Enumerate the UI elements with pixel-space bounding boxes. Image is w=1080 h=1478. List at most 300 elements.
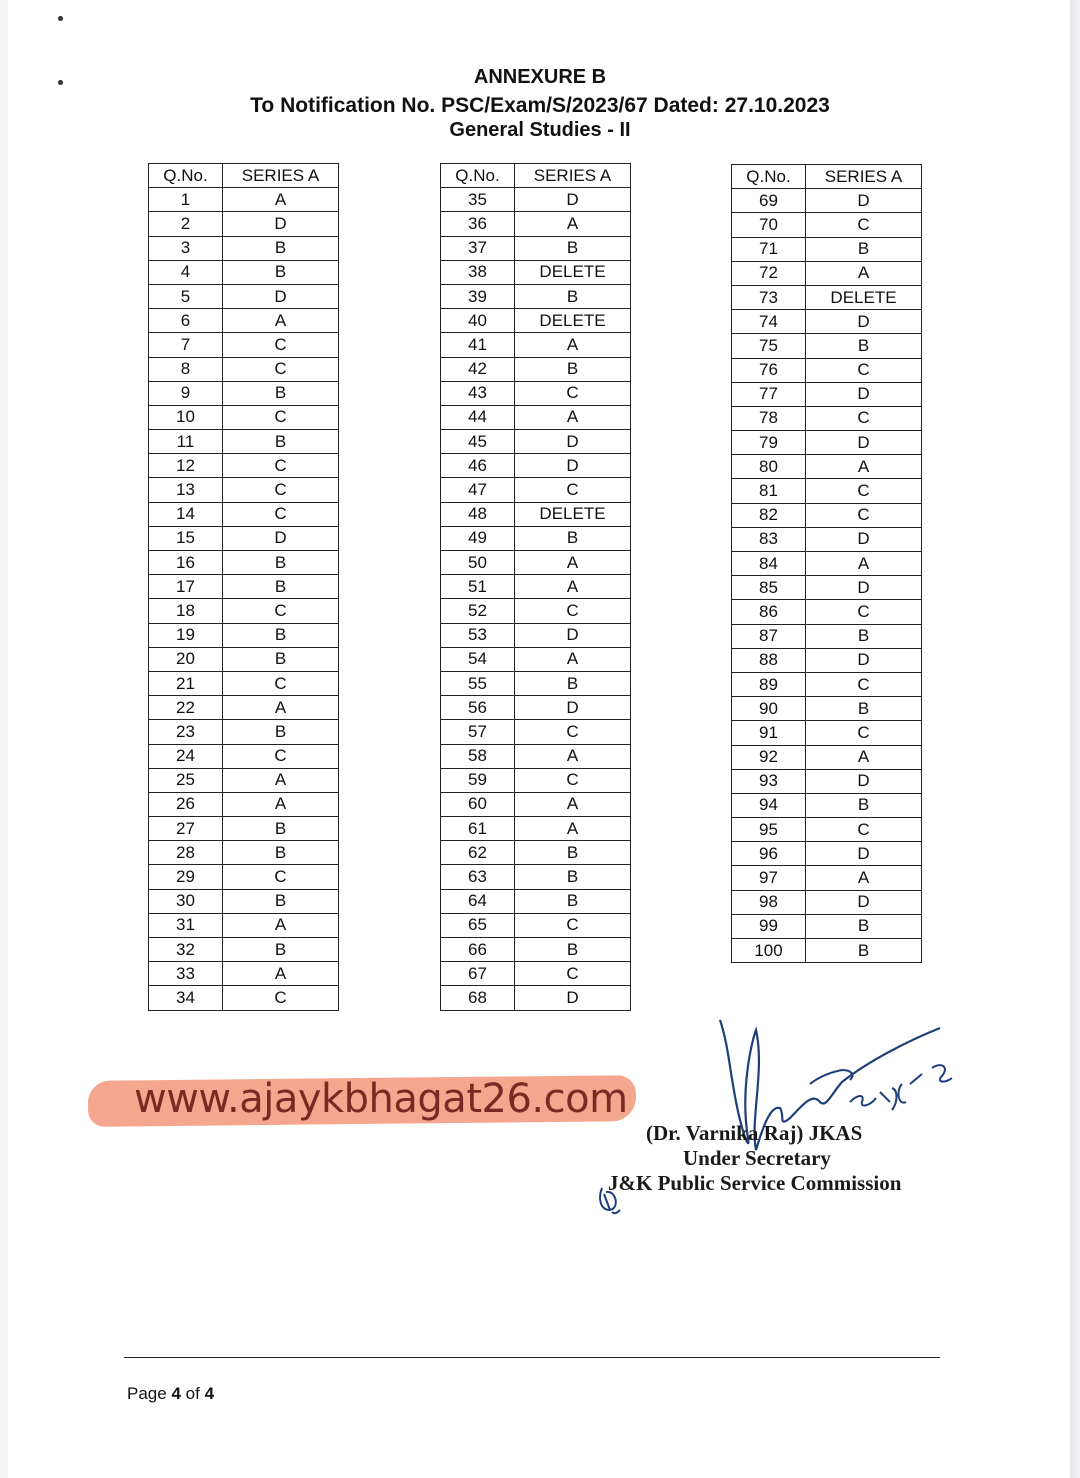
table-row bbox=[732, 382, 922, 406]
answer-option: B bbox=[806, 334, 922, 358]
answer-option: D bbox=[515, 696, 631, 720]
question-number: 12 bbox=[149, 454, 223, 478]
question-number: 62 bbox=[441, 841, 515, 865]
question-number: 86 bbox=[732, 600, 806, 624]
answer-option: C bbox=[223, 744, 339, 768]
of-label: of bbox=[185, 1384, 200, 1403]
question-number: 98 bbox=[732, 890, 806, 914]
table-row bbox=[149, 575, 339, 599]
answer-option: A bbox=[806, 866, 922, 890]
question-number: 29 bbox=[149, 865, 223, 889]
question-number: 44 bbox=[441, 405, 515, 429]
table-row bbox=[149, 381, 339, 405]
table-row bbox=[441, 551, 631, 575]
question-number: 22 bbox=[149, 696, 223, 720]
question-number: 43 bbox=[441, 381, 515, 405]
answer-option: B bbox=[515, 841, 631, 865]
answer-option: C bbox=[223, 599, 339, 623]
table-row bbox=[732, 818, 922, 842]
answer-option: C bbox=[515, 913, 631, 937]
question-number: 39 bbox=[441, 284, 515, 308]
table-row bbox=[149, 430, 339, 454]
answer-option: B bbox=[223, 551, 339, 575]
answer-option: D bbox=[806, 576, 922, 600]
table-row bbox=[149, 792, 339, 816]
answer-option: D bbox=[806, 648, 922, 672]
answer-option: C bbox=[806, 213, 922, 237]
question-number: 90 bbox=[732, 697, 806, 721]
question-number: 73 bbox=[732, 285, 806, 309]
answer-option: B bbox=[223, 260, 339, 284]
question-number: 47 bbox=[441, 478, 515, 502]
question-number: 35 bbox=[441, 188, 515, 212]
answer-option: D bbox=[223, 212, 339, 236]
answer-option: B bbox=[806, 793, 922, 817]
question-number: 16 bbox=[149, 551, 223, 575]
answer-option: D bbox=[223, 526, 339, 550]
answer-option: C bbox=[806, 721, 922, 745]
table-row bbox=[732, 793, 922, 817]
answer-option: B bbox=[515, 526, 631, 550]
question-number: 72 bbox=[732, 261, 806, 285]
table-row bbox=[732, 261, 922, 285]
table-row bbox=[149, 913, 339, 937]
answer-option: A bbox=[806, 552, 922, 576]
table-row bbox=[149, 454, 339, 478]
question-number: 48 bbox=[441, 502, 515, 526]
question-number: 85 bbox=[732, 576, 806, 600]
question-number: 65 bbox=[441, 913, 515, 937]
table-row bbox=[441, 623, 631, 647]
table-row bbox=[149, 357, 339, 381]
answer-option: D bbox=[806, 431, 922, 455]
question-number: 61 bbox=[441, 817, 515, 841]
question-number: 97 bbox=[732, 866, 806, 890]
table-row bbox=[149, 938, 339, 962]
table-row bbox=[149, 309, 339, 333]
question-number: 24 bbox=[149, 744, 223, 768]
table-row bbox=[441, 454, 631, 478]
answer-option: C bbox=[223, 502, 339, 526]
question-number: 66 bbox=[441, 938, 515, 962]
question-number: 26 bbox=[149, 792, 223, 816]
table-row bbox=[441, 236, 631, 260]
table-row bbox=[732, 697, 922, 721]
table-row bbox=[441, 405, 631, 429]
qno-header: Q.No. bbox=[149, 164, 223, 188]
question-number: 17 bbox=[149, 575, 223, 599]
page-current: 4 bbox=[171, 1384, 181, 1403]
answer-key-table-1 bbox=[148, 163, 339, 1011]
table-row bbox=[149, 720, 339, 744]
answer-option: D bbox=[806, 842, 922, 866]
answer-option: A bbox=[223, 309, 339, 333]
table-row bbox=[149, 212, 339, 236]
answer-option: B bbox=[223, 575, 339, 599]
table-row bbox=[441, 962, 631, 986]
table-row bbox=[441, 526, 631, 550]
qno-header: Q.No. bbox=[732, 165, 806, 189]
question-number: 19 bbox=[149, 623, 223, 647]
table-row bbox=[732, 721, 922, 745]
answer-option: C bbox=[806, 406, 922, 430]
question-number: 91 bbox=[732, 721, 806, 745]
table-row bbox=[441, 599, 631, 623]
answer-option: D bbox=[806, 769, 922, 793]
signatory-name: (Dr. Varnika Raj) JKAS bbox=[646, 1121, 863, 1145]
answer-option: B bbox=[515, 357, 631, 381]
answer-key-table-2 bbox=[440, 163, 631, 1011]
question-number: 6 bbox=[149, 309, 223, 333]
answer-option: C bbox=[223, 478, 339, 502]
question-number: 10 bbox=[149, 405, 223, 429]
table-row bbox=[732, 914, 922, 938]
table-row bbox=[149, 865, 339, 889]
question-number: 54 bbox=[441, 647, 515, 671]
answer-option: B bbox=[515, 889, 631, 913]
table-row bbox=[441, 865, 631, 889]
signature-scribble bbox=[580, 1010, 970, 1230]
question-number: 33 bbox=[149, 962, 223, 986]
answer-option: C bbox=[806, 600, 922, 624]
answer-option: A bbox=[515, 744, 631, 768]
table-row bbox=[732, 769, 922, 793]
table-row bbox=[149, 405, 339, 429]
question-number: 49 bbox=[441, 526, 515, 550]
answer-option: C bbox=[223, 454, 339, 478]
question-number: 1 bbox=[149, 188, 223, 212]
answer-option: C bbox=[223, 865, 339, 889]
answer-option: A bbox=[515, 551, 631, 575]
answer-option: A bbox=[806, 455, 922, 479]
question-number: 9 bbox=[149, 381, 223, 405]
table-row bbox=[732, 552, 922, 576]
question-number: 18 bbox=[149, 599, 223, 623]
answer-option: B bbox=[515, 236, 631, 260]
table-row bbox=[149, 744, 339, 768]
question-number: 82 bbox=[732, 503, 806, 527]
table-row bbox=[441, 768, 631, 792]
table-row bbox=[149, 333, 339, 357]
question-number: 2 bbox=[149, 212, 223, 236]
series-header: SERIES A bbox=[806, 165, 922, 189]
question-number: 56 bbox=[441, 696, 515, 720]
answer-option: A bbox=[515, 575, 631, 599]
notification-line: To Notification No. PSC/Exam/S/2023/67 Dated: 27.10.2023 bbox=[250, 94, 830, 117]
answer-option: A bbox=[223, 792, 339, 816]
table-row bbox=[732, 842, 922, 866]
answer-option: C bbox=[515, 599, 631, 623]
question-number: 63 bbox=[441, 865, 515, 889]
table-row bbox=[732, 600, 922, 624]
answer-option: C bbox=[515, 962, 631, 986]
table-row bbox=[149, 188, 339, 212]
answer-option: D bbox=[806, 382, 922, 406]
answer-option: B bbox=[223, 817, 339, 841]
question-number: 87 bbox=[732, 624, 806, 648]
answer-option: DELETE bbox=[515, 502, 631, 526]
table-row bbox=[441, 744, 631, 768]
question-number: 4 bbox=[149, 260, 223, 284]
table-row bbox=[441, 478, 631, 502]
question-number: 59 bbox=[441, 768, 515, 792]
table-row bbox=[149, 647, 339, 671]
question-number: 14 bbox=[149, 502, 223, 526]
answer-key-table-3 bbox=[731, 164, 922, 963]
table-row bbox=[441, 502, 631, 526]
table-row bbox=[149, 962, 339, 986]
table-row bbox=[441, 938, 631, 962]
answer-option: D bbox=[515, 430, 631, 454]
question-number: 23 bbox=[149, 720, 223, 744]
question-number: 27 bbox=[149, 817, 223, 841]
table-row bbox=[732, 503, 922, 527]
table-row bbox=[441, 671, 631, 695]
answer-option: C bbox=[806, 818, 922, 842]
table-row bbox=[732, 358, 922, 382]
table-row bbox=[149, 284, 339, 308]
question-number: 71 bbox=[732, 237, 806, 261]
table-row bbox=[441, 309, 631, 333]
qno-header: Q.No. bbox=[441, 164, 515, 188]
question-number: 15 bbox=[149, 526, 223, 550]
answer-option: B bbox=[806, 939, 922, 963]
answer-option: C bbox=[515, 768, 631, 792]
table-row bbox=[441, 986, 631, 1010]
scan-speck bbox=[58, 16, 63, 21]
answer-option: B bbox=[806, 914, 922, 938]
question-number: 64 bbox=[441, 889, 515, 913]
table-row bbox=[149, 599, 339, 623]
question-number: 30 bbox=[149, 889, 223, 913]
table-row bbox=[441, 430, 631, 454]
table-row bbox=[149, 623, 339, 647]
answer-option: A bbox=[223, 962, 339, 986]
question-number: 20 bbox=[149, 647, 223, 671]
table-row bbox=[732, 745, 922, 769]
answer-option: DELETE bbox=[806, 285, 922, 309]
question-number: 78 bbox=[732, 406, 806, 430]
table-row bbox=[149, 889, 339, 913]
question-number: 41 bbox=[441, 333, 515, 357]
answer-option: B bbox=[806, 237, 922, 261]
answer-option: B bbox=[223, 623, 339, 647]
answer-option: B bbox=[806, 697, 922, 721]
question-number: 67 bbox=[441, 962, 515, 986]
question-number: 51 bbox=[441, 575, 515, 599]
table-row bbox=[441, 696, 631, 720]
answer-option: C bbox=[223, 986, 339, 1010]
question-number: 57 bbox=[441, 720, 515, 744]
table-row bbox=[441, 212, 631, 236]
table-row bbox=[149, 236, 339, 260]
answer-option: A bbox=[806, 745, 922, 769]
question-number: 99 bbox=[732, 914, 806, 938]
table-row bbox=[732, 213, 922, 237]
table-row bbox=[732, 310, 922, 334]
answer-option: C bbox=[223, 671, 339, 695]
question-number: 50 bbox=[441, 551, 515, 575]
question-number: 5 bbox=[149, 284, 223, 308]
table-row bbox=[441, 817, 631, 841]
answer-option: A bbox=[223, 913, 339, 937]
question-number: 68 bbox=[441, 986, 515, 1010]
table-row bbox=[732, 576, 922, 600]
question-number: 79 bbox=[732, 431, 806, 455]
question-number: 45 bbox=[441, 430, 515, 454]
answer-option: B bbox=[223, 889, 339, 913]
answer-option: A bbox=[223, 768, 339, 792]
signatory-organization: J&K Public Service Commission bbox=[608, 1171, 902, 1195]
answer-option: A bbox=[515, 333, 631, 357]
page-edge bbox=[1070, 0, 1080, 1478]
answer-option: B bbox=[806, 624, 922, 648]
question-number: 83 bbox=[732, 527, 806, 551]
question-number: 21 bbox=[149, 671, 223, 695]
answer-option: C bbox=[515, 381, 631, 405]
question-number: 80 bbox=[732, 455, 806, 479]
table-row bbox=[732, 648, 922, 672]
answer-option: A bbox=[515, 792, 631, 816]
answer-option: DELETE bbox=[515, 309, 631, 333]
answer-option: B bbox=[223, 720, 339, 744]
question-number: 36 bbox=[441, 212, 515, 236]
table-row bbox=[732, 624, 922, 648]
question-number: 40 bbox=[441, 309, 515, 333]
question-number: 100 bbox=[732, 939, 806, 963]
question-number: 8 bbox=[149, 357, 223, 381]
table-row bbox=[732, 431, 922, 455]
annexure-title: ANNEXURE B bbox=[473, 66, 607, 88]
table-row bbox=[732, 285, 922, 309]
answer-option: C bbox=[515, 478, 631, 502]
question-number: 53 bbox=[441, 623, 515, 647]
answer-option: A bbox=[515, 212, 631, 236]
answer-option: A bbox=[806, 261, 922, 285]
question-number: 95 bbox=[732, 818, 806, 842]
answer-option: C bbox=[806, 358, 922, 382]
table-row bbox=[732, 237, 922, 261]
table-row bbox=[732, 189, 922, 213]
table-row bbox=[149, 502, 339, 526]
table-row bbox=[149, 841, 339, 865]
answer-option: D bbox=[806, 890, 922, 914]
answer-option: B bbox=[515, 938, 631, 962]
table-row bbox=[441, 913, 631, 937]
question-number: 60 bbox=[441, 792, 515, 816]
table-row bbox=[732, 527, 922, 551]
question-number: 31 bbox=[149, 913, 223, 937]
answer-option: B bbox=[515, 284, 631, 308]
table-row bbox=[149, 817, 339, 841]
table-row bbox=[149, 986, 339, 1010]
signatory-designation: Under Secretary bbox=[683, 1146, 831, 1170]
answer-option: A bbox=[223, 696, 339, 720]
table-row bbox=[441, 284, 631, 308]
answer-option: C bbox=[806, 503, 922, 527]
table-row bbox=[441, 720, 631, 744]
question-number: 70 bbox=[732, 213, 806, 237]
answer-option: C bbox=[223, 357, 339, 381]
question-number: 13 bbox=[149, 478, 223, 502]
table-row bbox=[732, 334, 922, 358]
answer-option: B bbox=[223, 647, 339, 671]
question-number: 74 bbox=[732, 310, 806, 334]
question-number: 76 bbox=[732, 358, 806, 382]
answer-option: DELETE bbox=[515, 260, 631, 284]
answer-option: D bbox=[515, 454, 631, 478]
answer-option: D bbox=[515, 986, 631, 1010]
table-row bbox=[441, 792, 631, 816]
question-number: 55 bbox=[441, 671, 515, 695]
answer-option: B bbox=[223, 938, 339, 962]
table-row bbox=[732, 455, 922, 479]
question-number: 38 bbox=[441, 260, 515, 284]
answer-option: D bbox=[806, 527, 922, 551]
question-number: 69 bbox=[732, 189, 806, 213]
question-number: 7 bbox=[149, 333, 223, 357]
watermark-text: www.ajaykbhagat26.com bbox=[134, 1076, 628, 1122]
question-number: 94 bbox=[732, 793, 806, 817]
table-row bbox=[441, 188, 631, 212]
question-number: 93 bbox=[732, 769, 806, 793]
table-row bbox=[441, 357, 631, 381]
answer-option: D bbox=[515, 623, 631, 647]
answer-option: B bbox=[515, 865, 631, 889]
question-number: 92 bbox=[732, 745, 806, 769]
question-number: 89 bbox=[732, 672, 806, 696]
answer-option: B bbox=[223, 841, 339, 865]
table-row bbox=[149, 526, 339, 550]
answer-option: D bbox=[515, 188, 631, 212]
table-row bbox=[149, 260, 339, 284]
series-header: SERIES A bbox=[515, 164, 631, 188]
table-row bbox=[441, 260, 631, 284]
answer-option: C bbox=[223, 405, 339, 429]
question-number: 84 bbox=[732, 552, 806, 576]
question-number: 77 bbox=[732, 382, 806, 406]
question-number: 42 bbox=[441, 357, 515, 381]
answer-option: B bbox=[223, 236, 339, 260]
answer-option: A bbox=[515, 817, 631, 841]
answer-option: B bbox=[515, 671, 631, 695]
page-number bbox=[127, 1384, 214, 1404]
answer-option: A bbox=[223, 188, 339, 212]
table-row bbox=[732, 406, 922, 430]
question-number: 3 bbox=[149, 236, 223, 260]
table-row bbox=[149, 696, 339, 720]
answer-option: C bbox=[223, 333, 339, 357]
answer-option: D bbox=[806, 310, 922, 334]
subject-line: General Studies - II bbox=[449, 119, 631, 141]
table-row bbox=[441, 889, 631, 913]
question-number: 34 bbox=[149, 986, 223, 1010]
footer-divider bbox=[124, 1357, 940, 1358]
table-row bbox=[149, 768, 339, 792]
table-row bbox=[441, 333, 631, 357]
question-number: 88 bbox=[732, 648, 806, 672]
table-row bbox=[732, 479, 922, 503]
question-number: 58 bbox=[441, 744, 515, 768]
answer-option: C bbox=[515, 720, 631, 744]
table-row bbox=[441, 381, 631, 405]
question-number: 81 bbox=[732, 479, 806, 503]
table-row bbox=[149, 671, 339, 695]
table-row bbox=[732, 672, 922, 696]
table-row bbox=[732, 890, 922, 914]
question-number: 75 bbox=[732, 334, 806, 358]
table-row bbox=[732, 939, 922, 963]
